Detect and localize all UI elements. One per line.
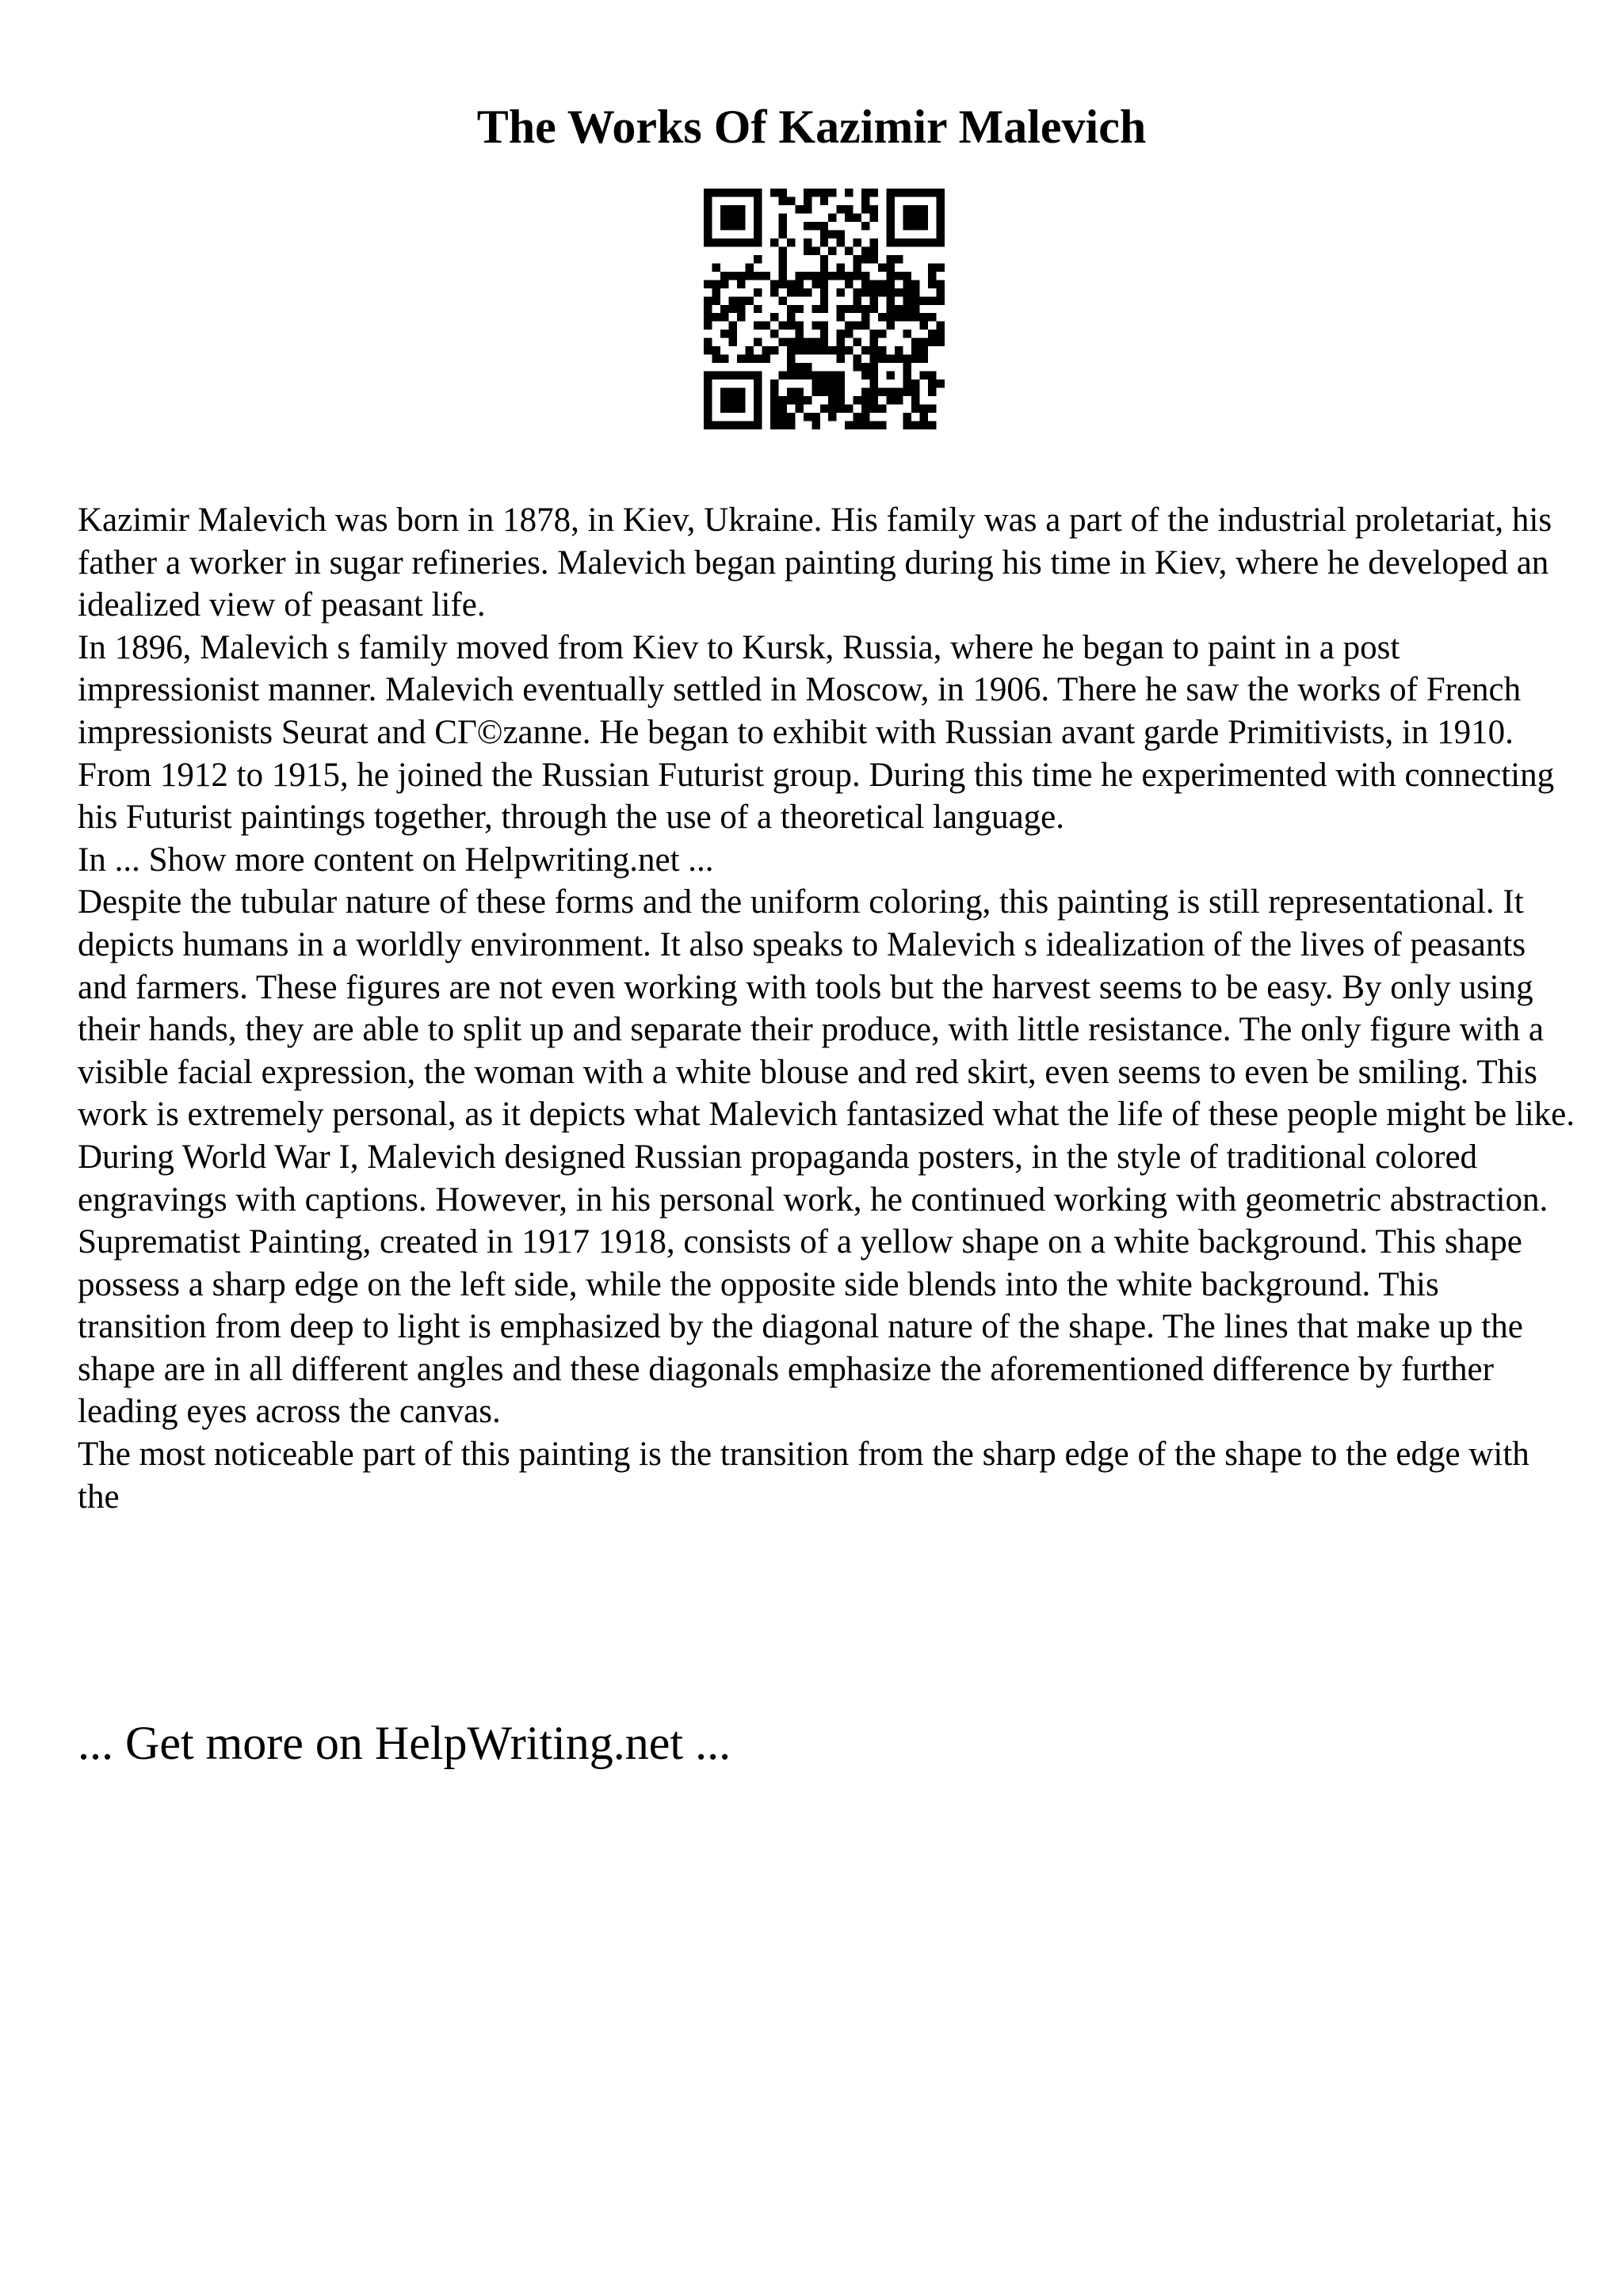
paragraph: Kazimir Malevich was born in 1878, in Kiev, Ukraine. His family was a part of the industrial proletariat, his father a worker in sugar refineries. Malevich began painting during his time in Kiev, where he developed an idealized view of peasant life. bbox=[78, 502, 1552, 624]
paragraph: In 1896, Malevich s family moved from Kiev to Kursk, Russia, where he began to paint in a post impressionist manner. Malevich eventually settled in Moscow, in 1906. There he saw the works of French impressionists Seurat and CΓ©zanne. He began to exhibit with Russian avant garde Primitivists, in 1910. From 1912 to 1915, he joined the Russian Futurist group. During this time he experimented with connecting his Futurist paintings together, through the use of a theoretical language. bbox=[78, 628, 1555, 837]
article-body bbox=[78, 499, 1575, 1518]
get-more-link[interactable]: ... Get more on HelpWriting.net ... bbox=[78, 1717, 731, 1769]
paragraph: Despite the tubular nature of these forms and the uniform coloring, this painting is still representational. It depicts humans in a worldly environment. It also speaks to Malevich s idealization of the lives of peasants and farmers. These figures are not even working with tools but the harvest seems to be easy. By only using their hands, they are able to split up and separate their produce, with little resistance. The only figure with a visible facial expression, the woman with a white blouse and red skirt, even seems to even be smiling. This work is extremely personal, as it depicts what Malevich fantasized what the life of these people might be like. bbox=[78, 883, 1575, 1134]
paragraph: Suprematist Painting, created in 1917 1918, consists of a yellow shape on a white background. This shape possess a sharp edge on the left side, while the opposite side blends into the white background. This transition from deep to light is emphasized by the diagonal nature of the shape. The lines that make up the shape are in all different angles and these diagonals emphasize the aforementioned difference by further leading eyes across the canvas. bbox=[78, 1223, 1523, 1431]
paragraph: The most noticeable part of this painting is the transition from the sharp edge of the shape to the edge with the bbox=[78, 1436, 1529, 1516]
qr-code-icon bbox=[704, 189, 945, 429]
show-more-link[interactable]: In ... Show more content on Helpwriting.net ... bbox=[78, 841, 714, 879]
page-title: The Works Of Kazimir Malevich bbox=[476, 101, 1147, 153]
paragraph: During World War I, Malevich designed Russian propaganda posters, in the style of traditional colored engravings with captions. However, in his personal work, he continued working with geometric abstraction. bbox=[78, 1138, 1549, 1219]
